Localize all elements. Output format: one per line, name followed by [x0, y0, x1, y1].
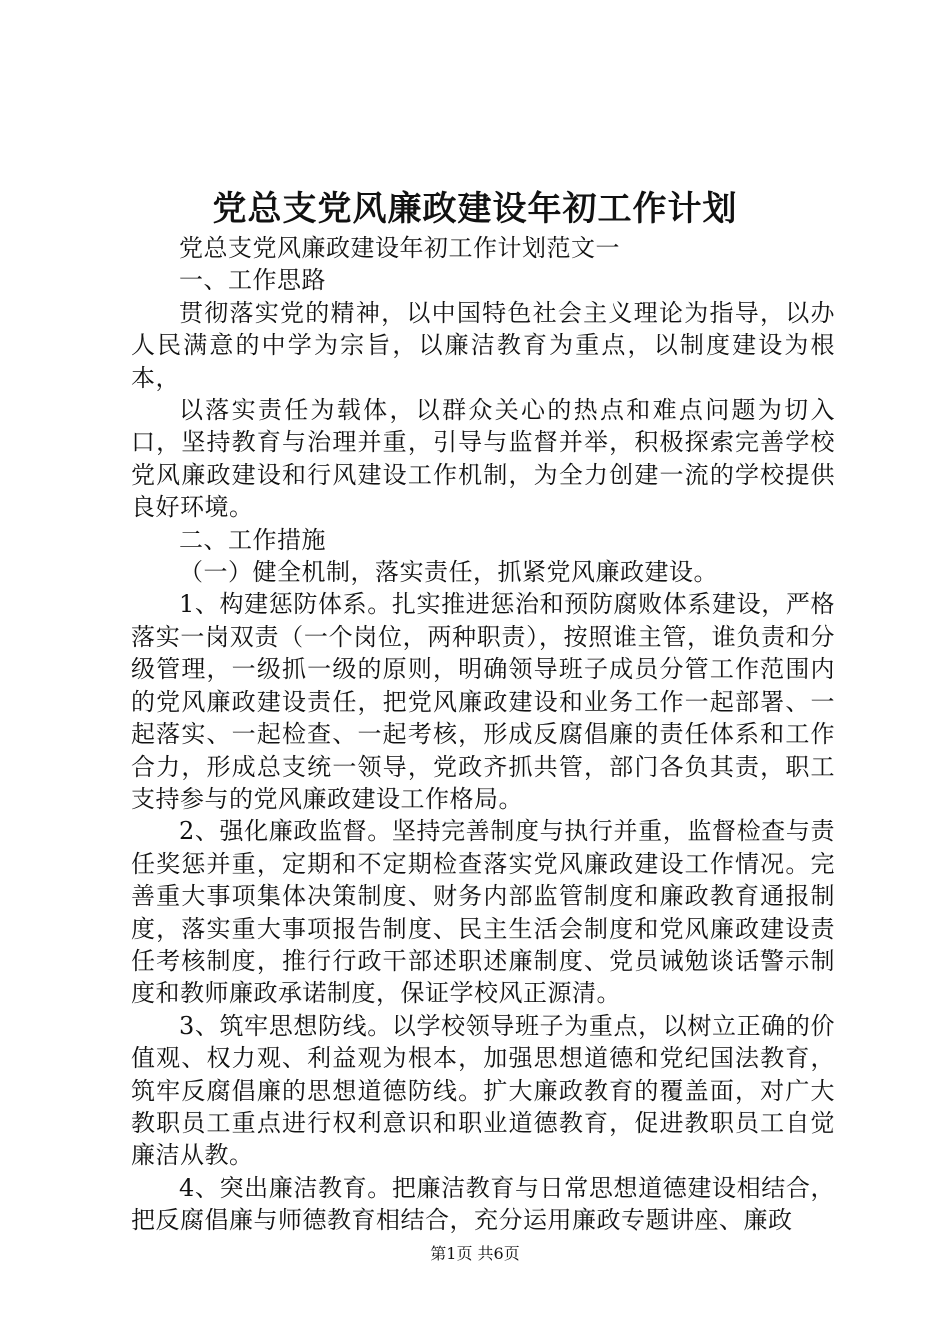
subtitle-paragraph: 党总支党风廉政建设年初工作计划范文一 [179, 234, 620, 262]
page-number-footer: 第1页 共6页 [430, 1244, 520, 1263]
body-paragraph: 贯彻落实党的精神，以中国特色社会主义理论为指导，以办人民满意的中学为宗旨，以廉洁教育为重点，以制度建设为根本， [131, 298, 835, 392]
body-paragraph: 4、突出廉洁教育。把廉洁教育与日常思想道德建设相结合，把反腐倡廉与师德教育相结合，充分运用廉政专题讲座、廉政 [131, 1173, 835, 1235]
body-paragraph: 以落实责任为载体，以群众关心的热点和难点问题为切入口，坚持教育与治理并重，引导与监督并举，积极探索完善学校党风廉政建设和行风建设工作机制，为全力创建一流的学校提供良好环境。 [131, 396, 835, 522]
document-title: 党总支党风廉政建设年初工作计划 [212, 189, 738, 229]
section-heading-2: 二、工作措施 [179, 525, 326, 554]
section-heading-1: 一、工作思路 [179, 266, 326, 295]
body-paragraph: 2、强化廉政监督。坚持完善制度与执行并重，监督检查与责任奖惩并重，定期和不定期检查落实党风廉政建设工作情况。完善重大事项集体决策制度、财务内部监管制度和廉政教育通报制度，落实重大事项报告制度、民主生活会制度和党风廉政建设责任考核制度，推行行政干部述职述廉制度、党员诫勉谈话警示制度和教师廉政承诺制度，保证学校风正源清。 [131, 817, 835, 1008]
body-paragraph: 3、筑牢思想防线。以学校领导班子为重点，以树立正确的价值观、权力观、利益观为根本，加强思想道德和党纪国法教育，筑牢反腐倡廉的思想道德防线。扩大廉政教育的覆盖面，对广大教职员工重点进行权利意识和职业道德教育，促进教职员工自觉廉洁从教。 [131, 1011, 835, 1170]
subsection-heading: （一）健全机制，落实责任，抓紧党风廉政建设。 [179, 558, 718, 587]
document-body [131, 232, 835, 1237]
body-paragraph: 1、构建惩防体系。扎实推进惩治和预防腐败体系建设，严格落实一岗双责（一个岗位，两种职责），按照谁主管，谁负责和分级管理，一级抓一级的原则，明确领导班子成员分管工作范围内的党风廉政建设责任，把党风廉政建设和业务工作一起部署、一起落实、一起检查、一起考核，形成反腐倡廉的责任体系和工作合力，形成总支统一领导，党政齐抓共管，部门各负其责，职工支持参与的党风廉政建设工作格局。 [131, 590, 835, 813]
